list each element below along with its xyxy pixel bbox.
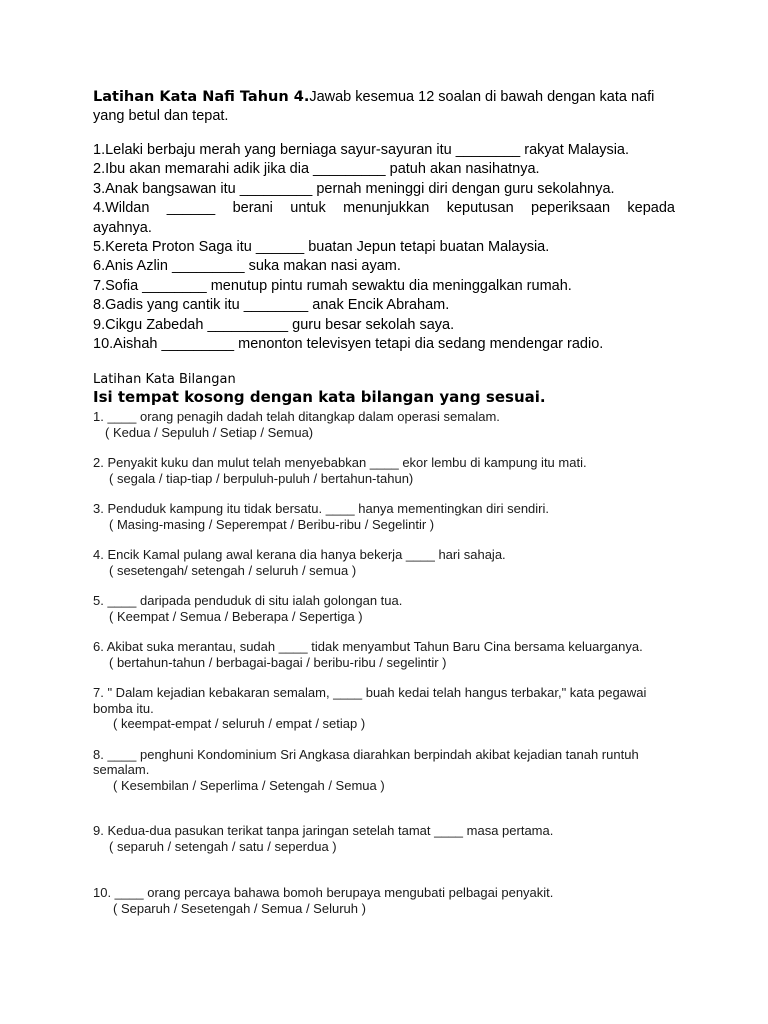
question-options: ( Separuh / Sesetengah / Semua / Seluruh ) [113,900,366,916]
question-text: 2. Penyakit kuku dan mulut telah menyebabkan ____ ekor lembu di kampung itu mati. [93,455,587,471]
question-options: ( sesetengah/ setengah / seluruh / semua ) [109,562,357,578]
question-text: 1. ____ orang penagih dadah telah ditangkap dalam operasi semalam. [93,409,500,425]
nafi-question: 2.Ibu akan memarahi adik jika dia _________ patuh akan nasihatnya. [93,161,540,178]
section2-instruction: Isi tempat kosong dengan kata bilangan yang sesuai. [93,388,546,407]
question-text: 8. ____ penghuni Kondominium Sri Angkasa diarahkan berpindah akibat kejadian tanah runtuh semalam. [93,746,639,778]
nafi-question: 1.Lelaki berbaju merah yang berniaga sayur-sayuran itu ________ rakyat Malaysia. [93,142,630,158]
question-text: 4. Encik Kamal pulang awal kerana dia hanya bekerja ____ hari sahaja. [93,547,506,563]
nafi-question-list [93,141,675,354]
question-text: 5. ____ daripada penduduk di situ ialah golongan tua. [93,593,403,609]
question-options: ( bertahun-tahun / berbagai-bagai / beribu-ribu / segelintir ) [109,654,447,670]
bilangan-question [93,885,675,916]
section2 [93,372,675,916]
nafi-question: 3.Anak bangsawan itu _________ pernah meninggi diri dengan guru sekolahnya. [93,180,615,197]
question-text: 7. " Dalam kejadian kebakaran semalam, ____ buah kedai telah hangus terbakar," kata pegawai bomba itu. [93,685,647,716]
nafi-question: 10.Aishah _________ menonton televisyen tetapi dia sedang mendengar radio. [93,336,604,353]
question-options: ( Kesembilan / Seperlima / Setengah / Semua ) [113,777,385,793]
nafi-question: 4.Wildan ______ berani untuk menunjukkan keputusan peperiksaan kepada ayahnya. [93,200,675,236]
worksheet-page [93,88,675,916]
bilangan-question [93,639,675,670]
section2-heading: Latihan Kata Bilangan [93,372,236,388]
bilangan-question [93,409,675,440]
question-options: ( segala / tiap-tiap / berpuluh-puluh / bertahun-tahun) [109,470,414,486]
question-options: ( Masing-masing / Seperempat / Beribu-ribu / Segelintir ) [109,516,435,532]
question-text: 9. Kedua-dua pasukan terikat tanpa jaringan setelah tamat ____ masa pertama. [93,823,554,839]
bilangan-question [93,747,675,794]
section1-instruction: Jawab kesemua 12 soalan di bawah dengan kata nafi yang betul dan tepat. [93,89,655,124]
question-options: ( Keempat / Semua / Beberapa / Sepertiga ) [109,608,363,624]
bilangan-question [93,685,675,732]
nafi-question: 8.Gadis yang cantik itu ________ anak Encik Abraham. [93,297,450,314]
nafi-question: 5.Kereta Proton Saga itu ______ buatan Jepun tetapi buatan Malaysia. [93,239,550,256]
question-options: ( keempat-empat / seluruh / empat / setiap ) [113,716,366,732]
section1-intro [93,88,675,126]
nafi-question: 7.Sofia ________ menutup pintu rumah sewaktu dia meninggalkan rumah. [93,277,572,294]
bilangan-question [93,547,675,578]
section1-title: Latihan Kata Nafi Tahun 4. [93,89,310,105]
question-text: 6. Akibat suka merantau, sudah ____ tidak menyambut Tahun Baru Cina bersama keluarganya. [93,639,643,655]
question-text: 10. ____ orang percaya bahawa bomoh berupaya mengubati pelbagai penyakit. [93,885,554,901]
bilangan-question [93,593,675,624]
bilangan-question [93,455,675,486]
question-options: ( separuh / setengah / satu / seperdua ) [109,838,337,854]
nafi-question: 6.Anis Azlin _________ suka makan nasi ayam. [93,258,401,275]
question-text: 3. Penduduk kampung itu tidak bersatu. ____ hanya mementingkan diri sendiri. [93,501,550,517]
bilangan-question [93,823,675,854]
nafi-question: 9.Cikgu Zabedah __________ guru besar sekolah saya. [93,316,455,333]
bilangan-question [93,501,675,532]
question-options: ( Kedua / Sepuluh / Setiap / Semua) [105,424,314,440]
